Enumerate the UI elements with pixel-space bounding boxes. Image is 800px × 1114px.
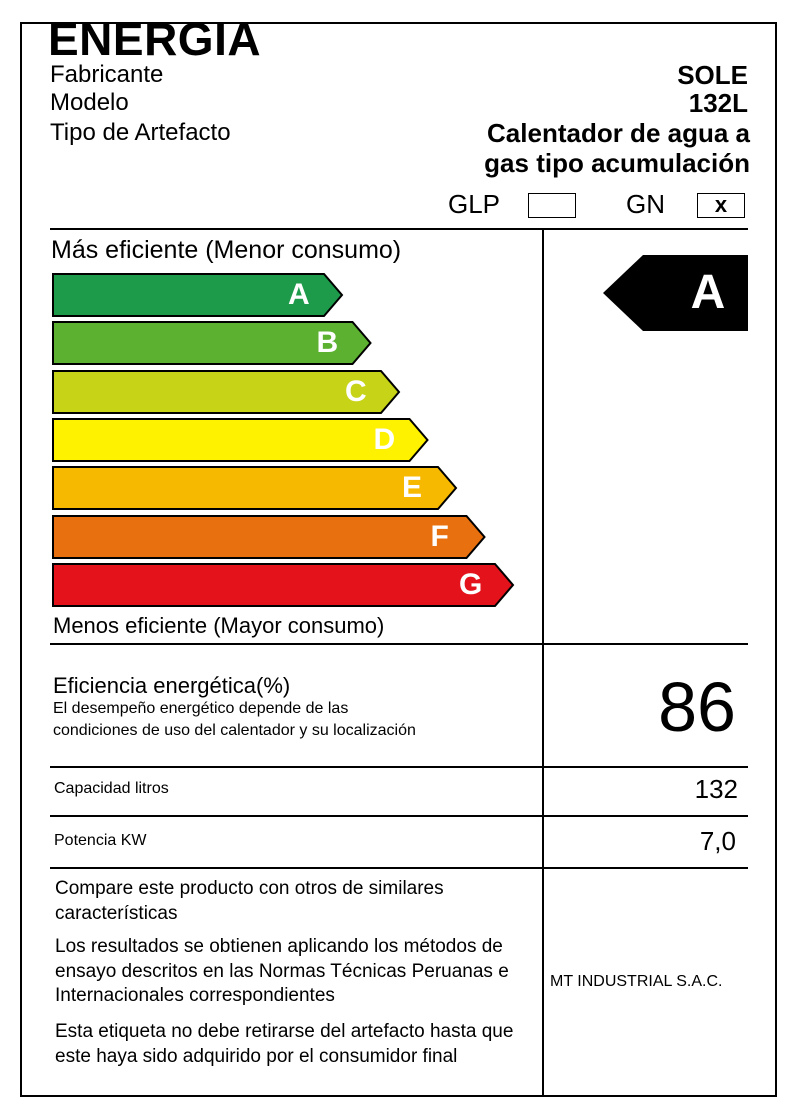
efficiency-bar-letter: E [402, 471, 423, 505]
divider-line [50, 766, 748, 768]
power-label: Potencia KW [54, 832, 147, 849]
model-value: 132L [688, 88, 748, 118]
scale-top-label: Más eficiente (Menor consumo) [51, 236, 402, 264]
bar-arrow-shape [52, 466, 458, 510]
glp-checkbox [528, 193, 576, 218]
divider-line [50, 815, 748, 817]
bar-arrow-shape [52, 563, 515, 607]
capacity-label: Capacidad litros [54, 780, 169, 797]
divider-line [50, 867, 748, 869]
efficiency-note [53, 698, 416, 743]
divider-line [50, 228, 748, 230]
capacity-value: 132 [694, 774, 738, 804]
efficiency-bar-letter: D [373, 422, 396, 456]
efficiency-bar-letter: F [430, 519, 449, 553]
rating-indicator [603, 255, 748, 331]
footer-paragraph-3: Esta etiqueta no debe retirarse del artefacto hasta que este haya sido adquirido por el consumidor final [55, 1021, 514, 1067]
efficiency-bar-letter: A [288, 278, 310, 311]
bar-arrow-shape [52, 515, 487, 559]
scale-bottom-label: Menos eficiente (Mayor consumo) [53, 613, 385, 638]
efficiency-label: Eficiencia energética(%) [53, 673, 291, 698]
power-value: 7,0 [699, 826, 736, 856]
manufacturer-label: Fabricante [50, 61, 164, 88]
divider-line [50, 643, 748, 645]
column-divider [542, 228, 544, 1096]
gn-checkbox: x [697, 193, 745, 218]
efficiency-bar-f [52, 515, 487, 559]
efficiency-bar-c [52, 370, 401, 414]
efficiency-note-line2: condiciones de uso del calentador y su localización [53, 722, 416, 740]
footer-paragraph-2: Los resultados se obtienen aplicando los métodos de ensayo descritos en las Normas Técnicas Peruanas e Internacionales correspondientes [55, 936, 509, 1007]
efficiency-bar-b [52, 321, 373, 365]
appliance-type-line2: gas tipo acumulación [484, 148, 750, 178]
efficiency-bar-letter: C [345, 374, 367, 408]
efficiency-value: 86 [658, 668, 736, 746]
efficiency-bar-e [52, 466, 458, 510]
appliance-type-value [450, 118, 750, 178]
rating-letter: A [690, 266, 726, 319]
footer-paragraph-1: Compare este producto con otros de similares características [55, 878, 444, 924]
efficiency-bar-a [52, 273, 344, 317]
manufacturer-value: SOLE [677, 60, 748, 90]
label-title: ENERGIA [48, 13, 262, 65]
company-name: MT INDUSTRIAL S.A.C. [550, 973, 723, 990]
model-label: Modelo [50, 89, 129, 116]
appliance-type-label: Tipo de Artefacto [50, 119, 231, 146]
efficiency-bar-letter: G [459, 567, 483, 601]
efficiency-bar-g [52, 563, 515, 607]
efficiency-note-line1: El desempeño energético depende de las [53, 700, 349, 717]
efficiency-bar-letter: B [316, 326, 339, 360]
efficiency-bar-d [52, 418, 430, 462]
gn-label: GN [626, 189, 665, 219]
appliance-type-line1: Calentador de agua a [487, 118, 750, 148]
glp-label: GLP [448, 189, 501, 219]
